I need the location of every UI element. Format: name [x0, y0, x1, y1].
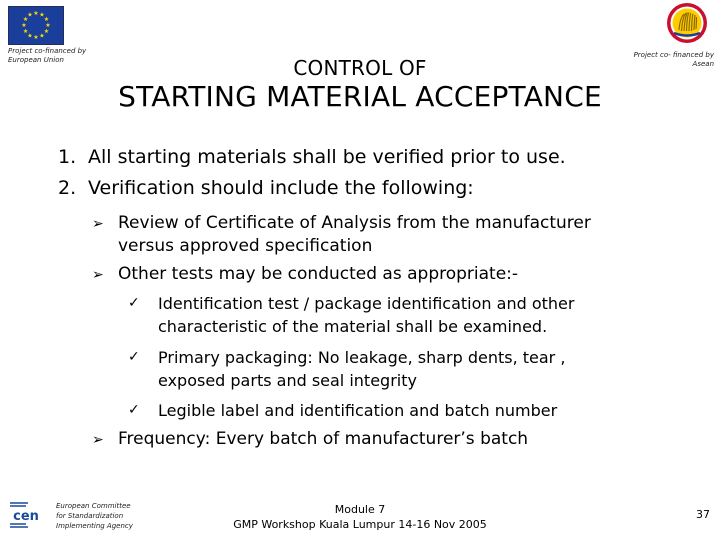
numbered-item [58, 146, 566, 168]
workshop-label: GMP Workshop Kuala Lumpur 14-16 Nov 2005 [233, 518, 487, 531]
item-number: 2. [58, 177, 77, 199]
numbered-item [58, 177, 474, 199]
svg-text:★: ★ [22, 16, 29, 23]
page-number: 37 [696, 508, 710, 521]
bullet-line: Review of Certificate of Analysis from the manufacturer [118, 213, 591, 233]
check-item [128, 399, 558, 422]
footer-info [210, 502, 510, 532]
module-label: Module 7 [334, 503, 386, 516]
asean-logo [666, 2, 708, 44]
checkmark-icon: ✓ [128, 349, 140, 365]
check-line: exposed parts and seal integrity [158, 371, 417, 390]
bullet-item [92, 428, 529, 451]
check-item [128, 346, 566, 392]
cen-caption-line: for Standardization [56, 512, 124, 520]
check-line: characteristic of the material shall be examined. [158, 317, 548, 336]
check-line: Identification test / package identification and other [158, 294, 575, 313]
svg-text:★: ★ [33, 34, 39, 41]
asean-caption: Project co- financed by Asean [633, 51, 714, 68]
cen-logo [8, 500, 44, 530]
item-text: All starting materials shall be verified prior to use. [88, 146, 566, 168]
arrow-bullet-icon: ➢ [92, 432, 104, 448]
cen-caption-line: European Committee [56, 502, 131, 510]
checkmark-icon: ✓ [128, 295, 140, 311]
cen-caption [56, 501, 156, 531]
eu-stars-icon [9, 7, 63, 44]
svg-text:★: ★ [22, 28, 29, 35]
svg-text:★: ★ [39, 32, 45, 40]
bullet-item [92, 212, 591, 258]
item-number: 1. [58, 146, 77, 168]
check-line: Legible label and identification and batch number [158, 401, 558, 420]
check-line: Primary packaging: No leakage, sharp dents, tear , [158, 348, 566, 367]
checkmark-icon: ✓ [128, 402, 140, 418]
slide-title-line-1: CONTROL OF [293, 56, 427, 80]
svg-text:★: ★ [43, 28, 50, 35]
cen-caption-line: Implementing Agency [56, 522, 133, 530]
svg-text:★: ★ [27, 11, 33, 19]
bullet-item [92, 263, 519, 286]
slide-title-line-2: STARTING MATERIAL ACCEPTANCE [118, 80, 602, 113]
svg-text:cen: cen [13, 509, 39, 524]
svg-text:★: ★ [45, 22, 51, 29]
svg-text:★: ★ [43, 16, 50, 23]
arrow-bullet-icon: ➢ [92, 267, 104, 283]
eu-flag-logo [8, 6, 64, 45]
bullet-line: Frequency: Every batch of manufacturer’s batch [118, 429, 529, 449]
svg-text:★: ★ [39, 11, 45, 19]
bullet-line: versus approved specification [118, 236, 373, 256]
item-text: Verification should include the following: [88, 177, 474, 199]
svg-text:★: ★ [27, 32, 33, 40]
eu-caption: Project co-financed by European Union [8, 47, 87, 64]
check-item [128, 292, 575, 338]
svg-text:★: ★ [33, 10, 39, 17]
bullet-line: Other tests may be conducted as appropriate:- [118, 264, 519, 284]
svg-text:★: ★ [21, 22, 27, 29]
arrow-bullet-icon: ➢ [92, 216, 104, 232]
